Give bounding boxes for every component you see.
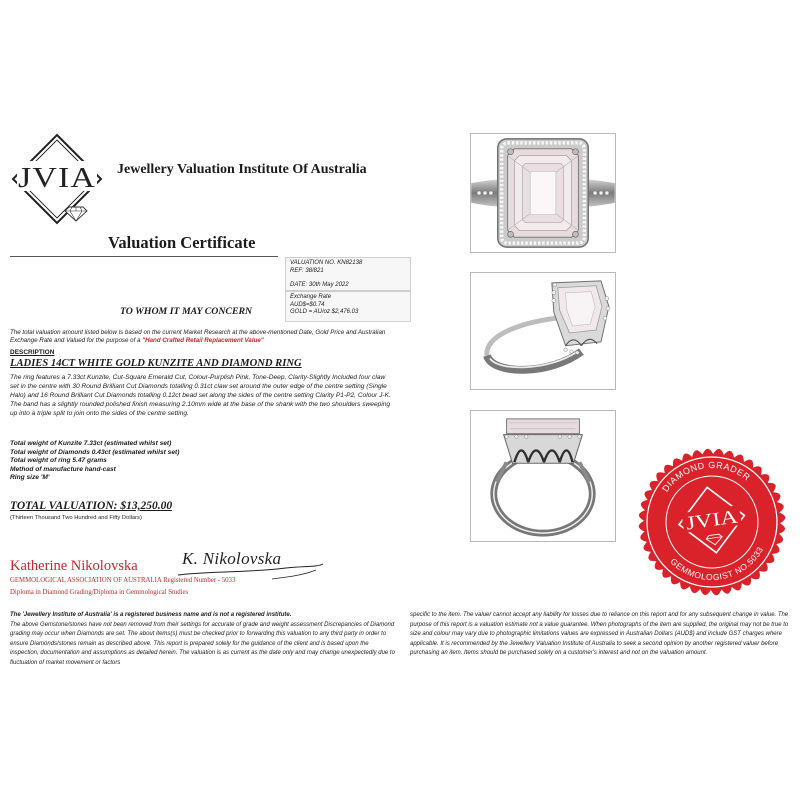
- description-heading: DESCRIPTION: [10, 349, 55, 356]
- spec-ring-size: Ring size 'M': [10, 474, 50, 482]
- business-name-notice: The 'Jewellery Institute of Australia' is a registered business name and is not a registered institute.: [10, 612, 292, 618]
- valuation-number: VALUATION NO. KN82138: [290, 260, 363, 266]
- item-title: LADIES 14CT WHITE GOLD KUNZITE AND DIAMOND RING: [10, 358, 302, 369]
- seal-bottom-text: GEMMOLOGIST NO.5033: [668, 544, 766, 583]
- total-valuation-words: (Thirteen Thousand Two Hundred and Fifty Dollars): [10, 515, 142, 521]
- seal-top-text: DIAMOND GRADER: [660, 459, 753, 494]
- intro-text: The total valuation amount listed below is based on the current Market Research at the above-mentioned Date, Gold Price and Australian Exchange Rate and Valued for the purpose of a: [10, 329, 386, 344]
- diamond-icon: [65, 207, 87, 221]
- certificate-title: Valuation Certificate: [108, 233, 256, 252]
- salutation: TO WHOM IT MAY CONCERN: [120, 306, 253, 317]
- spec-diamond-weight: Total weight of Diamonds 0.43ct (estimated whilst set): [10, 448, 180, 456]
- reference-number: REF: 38/821: [290, 267, 324, 274]
- title-divider: [10, 256, 278, 257]
- spec-ring-weight: Total weight of ring 5.47 grams: [10, 457, 107, 465]
- exchange-rate-label: Exchange Rate: [290, 294, 332, 300]
- disclaimer-right-column: [410, 611, 792, 659]
- description-paragraph: The ring features a 7.33ct Kunzite, Cut-Square Emerald Cut, Colour-Purplish Pink, Tone-Deep, Clarity-Slightly Included four claw set in the centre with 30 Round Brilliant Cut Diamonds totalling 0.31ct claw set around the outer edge of the centre setting (Single Halo) and 16 Round Brilliant Cut Diamonds totalling 0.12ct bead set along the sides of the centre setting Clarity P1-P2, Colour J-K.: [10, 374, 391, 399]
- disclaimer-left-column: [10, 611, 398, 668]
- logo-wordmark: JVIA: [18, 162, 96, 194]
- gold-price: GOLD = AU/oz $2,476.03: [290, 309, 359, 316]
- diamond-grader-seal: [637, 447, 787, 597]
- ring-photo-front-view: [470, 410, 616, 542]
- aud-rate: AUD$=$0.74: [290, 301, 325, 308]
- valuer-diplomas: Diploma in Diamond Grading/Diploma in Gemmological Studies: [10, 589, 189, 596]
- intro-paragraph: [10, 329, 412, 345]
- total-valuation: TOTAL VALUATION: $13,250.00: [10, 500, 173, 512]
- ring-photo-side-view: [470, 272, 616, 390]
- jvia-logo: [11, 133, 103, 225]
- item-specifications: [10, 440, 179, 483]
- description-paragraph: The band has a slightly rounded polished finish measuring 2.10mm wide at the base of the shank with the two shoulders sweeping up into a triple split to join onto the sides of the centre setting.: [10, 401, 391, 417]
- disclaimer-text: The above Gemstone/stones have not been removed from their settings for accurate of grade and weight assessment Discrepancies of Diamond grading may occur when Diamonds are set. The about items(s) must be checked prior to forwarding this valuation to any third party in order to ensure Diamonds/stones remain as described above. This report is prepared solely for the guidance of the client and is based upon the inspection, documentation and assumptions as detailed herein. The valuation is as current as the date only and may change unexpectedly due to fluctuation of market movement or factors: [10, 621, 395, 666]
- valuer-registration: GEMMOLOGICAL ASSOCIATION OF AUSTRALIA Registered Number - 5033: [10, 577, 236, 584]
- disclaimer-text: specific to the item. The valuer cannot accept any liability for losses due to reliance on this report and for any subsequent change in value. The purpose of this report is a valuation estimate not a value guarantee. When photographs of the item are supplied, the original may not be true to size and colour may vary due to photographic limitations values are expressed in Australian Dollars (AUD$) and include GST charges where applicable. It is recommended by the Jewellery Valuation Institute of Australia to seek a second opinion by another registered valuer before purchasing an item. Items should be purchased solely on a customer's interest and not on the valuation amount.: [410, 612, 789, 656]
- signature-text: K. Nikolovska: [182, 549, 282, 568]
- valuer-name: Katherine Nikolovska: [10, 558, 138, 574]
- valuation-purpose: "Hand Crafted Retail Replacement Value": [142, 337, 264, 344]
- seal-logo-text: JVIA: [684, 508, 729, 535]
- ring-photo-top-view: [470, 133, 616, 253]
- spec-manufacture: Method of manufacture hand-cast: [10, 465, 116, 473]
- institute-name: Jewellery Valuation Institute Of Australia: [117, 162, 367, 177]
- valuation-date: DATE: 30th May 2022: [290, 282, 349, 289]
- spec-kunzite-weight: Total weight of Kunzite 7.33ct (estimated whilst set): [10, 440, 172, 447]
- valuation-details-box: [285, 257, 411, 291]
- item-description: [10, 373, 392, 418]
- exchange-rate-box: [285, 291, 411, 322]
